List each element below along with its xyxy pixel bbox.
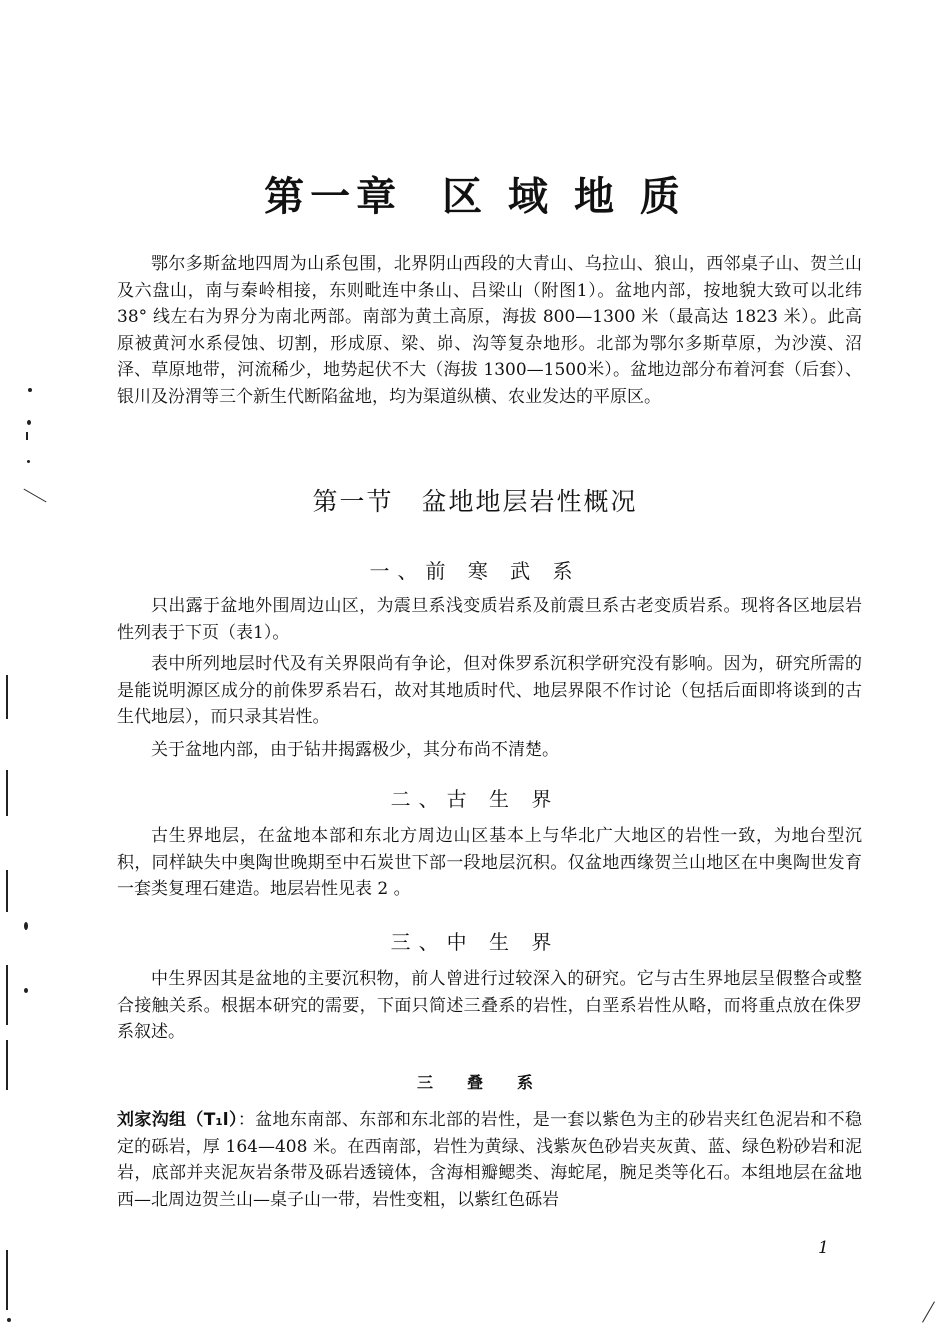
minor-section-title: 三叠系	[416, 1073, 567, 1092]
scan-artifact	[6, 1250, 8, 1310]
intro-paragraph: 鄂尔多斯盆地四周为山系包围，北界阴山西段的大青山、乌拉山、狼山，西邻桌子山、贺兰山及六盘山，南与秦岭相接，东则毗连中条山、吕梁山（附图1）。盆地内部，按地貌大致可以北纬 38° 线左右为界分为南北两部。南部为黄土高原，海拔 800—1300 米（最高达 1823 米）。此高原被黄河水系侵蚀、切割，形成原、梁、峁、沟等复杂地形。北部为鄂尔多斯草原，为沙漠、沼泽、草原地带，河流稀少，地势起伏不大（海拔 1300—1500米）。盆地边部分布着河套（后套）、银川及汾渭等三个新生代断陷盆地，均为渠道纵横、农业发达的平原区。	[117, 254, 862, 407]
scan-artifact	[24, 922, 28, 930]
chapter-title	[0, 165, 950, 222]
paragraph	[117, 1107, 862, 1213]
paragraph: 中生界因其是盆地的主要沉积物，前人曾进行过较深入的研究。它与古生界地层呈假整合或整合接触关系。根据本研究的需要，下面只简述三叠系的岩性，白垩系岩性从略，而将重点放在侏罗系叙述。	[117, 969, 862, 1042]
formation-term: 刘家沟组（T₁l）	[117, 1110, 238, 1130]
paragraph: 只出露于盆地外围周边山区，为震旦系浅变质岩系及前震旦系古老变质岩系。现将各区地层岩性列表于下页（表1）。	[117, 596, 862, 643]
chapter-prefix: 第一章	[264, 174, 403, 220]
section-title	[0, 482, 950, 518]
formation-description: ：盆地东南部、东部和东北部的岩性，是一套以紫色为主的砂岩夹红色泥岩和不稳定的砾岩，厚 164—408 米。在西南部，岩性为黄绿、浅紫灰色砂岩夹灰黄、蓝、绿色粉砂岩和泥岩，底部并夹泥灰岩条带及砾岩透镜体，含海相瓣鳃类、海蛇尾，腕足类等化石。本组地层在盆地西—北周边贺兰山—桌子山一带，岩性变粗，以紫红色砾岩	[117, 1110, 862, 1210]
scan-artifact	[922, 1301, 935, 1322]
section-number: 第一节	[312, 487, 394, 516]
scan-artifact	[6, 870, 8, 912]
page-number: 1	[818, 1238, 829, 1258]
scan-artifact	[6, 675, 8, 719]
subsection-title-paleozoic: 二、古 生 界	[390, 787, 560, 811]
paragraph: 表中所列地层时代及有关界限尚有争论，但对侏罗系沉积学研究没有影响。因为，研究所需的是能说明源区成分的前侏罗系岩石，故对其地质时代、地层界限不作讨论（包括后面即将谈到的古生代地层），而只录其岩性。	[117, 654, 862, 727]
scan-artifact	[24, 988, 28, 993]
chapter-name: 区 域 地 质	[442, 174, 686, 220]
scan-artifact	[27, 460, 30, 463]
scan-artifact	[26, 432, 28, 440]
subsection-title-mesozoic: 三、中 生 界	[390, 930, 560, 954]
scan-artifact	[28, 388, 32, 392]
section-name: 盆地地层岩性概况	[421, 487, 638, 516]
paragraph: 关于盆地内部，由于钻井揭露极少，其分布尚不清楚。	[151, 740, 559, 760]
scan-artifact	[6, 1040, 8, 1090]
scan-artifact	[7, 1318, 11, 1322]
scan-artifact	[6, 770, 8, 816]
subsection-title-precambrian: 一、前 寒 武 系	[369, 559, 581, 583]
scan-artifact	[27, 420, 31, 425]
paragraph: 古生界地层，在盆地本部和东北方周边山区基本上与华北广大地区的岩性一致，为地台型沉积，同样缺失中奥陶世晚期至中石炭世下部一段地层沉积。仅盆地西缘贺兰山地区在中奥陶世发育一套类复理石建造。地层岩性见表 2 。	[117, 826, 862, 899]
scan-artifact	[6, 965, 8, 1025]
